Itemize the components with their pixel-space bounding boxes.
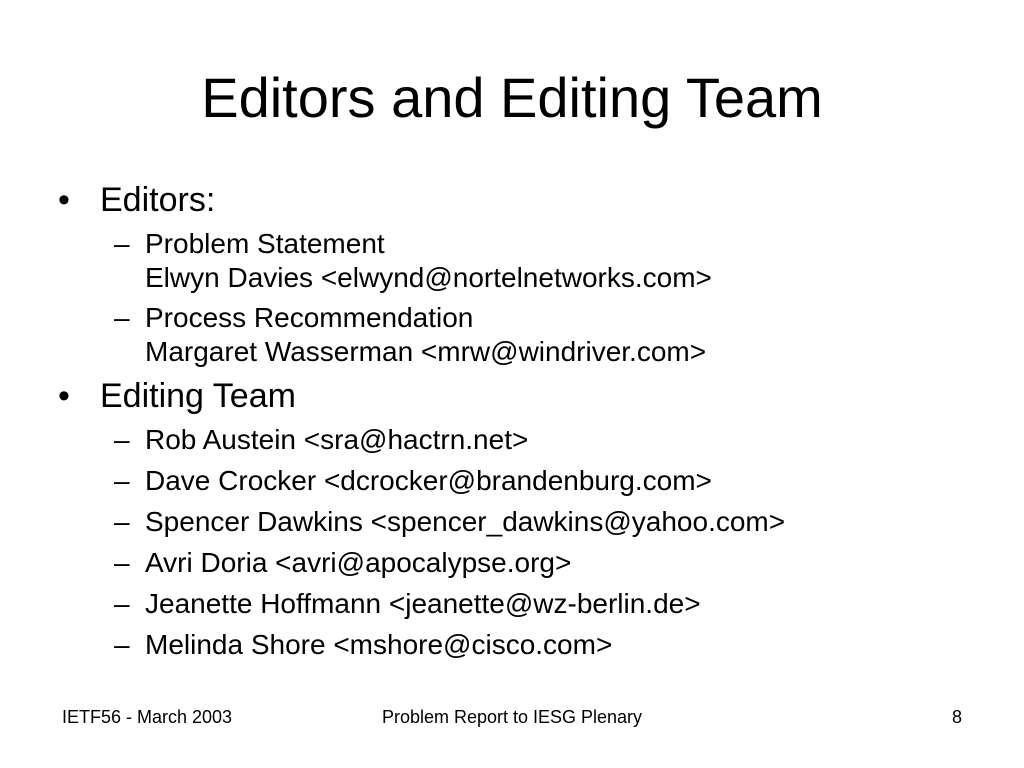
dash-icon: –: [114, 465, 130, 496]
sub-item-process-recommendation: [114, 301, 706, 369]
dash-icon: –: [114, 629, 130, 660]
bullet-heading: Editors:: [100, 181, 216, 219]
sub-item-team-member: [114, 505, 785, 539]
dash-icon: –: [114, 424, 130, 455]
sub-item-team-member: [114, 423, 528, 457]
sub-item-team-member: [114, 587, 701, 621]
footer-page-number: 8: [951, 707, 962, 727]
sub-item-line1: Process Recommendation: [145, 302, 474, 333]
sub-item-line1: Melinda Shore <mshore@cisco.com>: [145, 629, 613, 660]
sub-item-line1: Spencer Dawkins <spencer_dawkins@yahoo.com>: [145, 506, 786, 537]
bullet-editors: [58, 180, 215, 220]
sub-item-line1: Jeanette Hoffmann <jeanette@wz-berlin.de>: [145, 588, 701, 619]
sub-item-line1: Avri Doria <avri@apocalypse.org>: [145, 547, 572, 578]
dash-icon: –: [114, 228, 130, 259]
sub-item-team-member: [114, 628, 612, 662]
sub-item-line2: Elwyn Davies <elwynd@nortelnetworks.com>: [145, 262, 712, 293]
bullet-icon: •: [58, 377, 70, 415]
sub-item-line2: Margaret Wasserman <mrw@windriver.com>: [145, 336, 707, 367]
bullet-editing-team: [58, 376, 296, 416]
sub-item-team-member: [114, 464, 712, 498]
sub-item-line1: Problem Statement: [145, 228, 385, 259]
bullet-icon: •: [58, 181, 70, 219]
footer-date: IETF56 - March 2003: [62, 707, 233, 727]
bullet-heading: Editing Team: [100, 377, 296, 415]
dash-icon: –: [114, 588, 130, 619]
sub-item-line1: Dave Crocker <dcrocker@brandenburg.com>: [145, 465, 712, 496]
dash-icon: –: [114, 506, 130, 537]
slide-title: Editors and Editing Team: [201, 66, 823, 129]
sub-item-problem-statement: [114, 227, 712, 295]
dash-icon: –: [114, 302, 130, 333]
dash-icon: –: [114, 547, 130, 578]
footer-title: Problem Report to IESG Plenary: [381, 707, 643, 727]
sub-item-line1: Rob Austein <sra@hactrn.net>: [145, 424, 529, 455]
sub-item-team-member: [114, 546, 571, 580]
